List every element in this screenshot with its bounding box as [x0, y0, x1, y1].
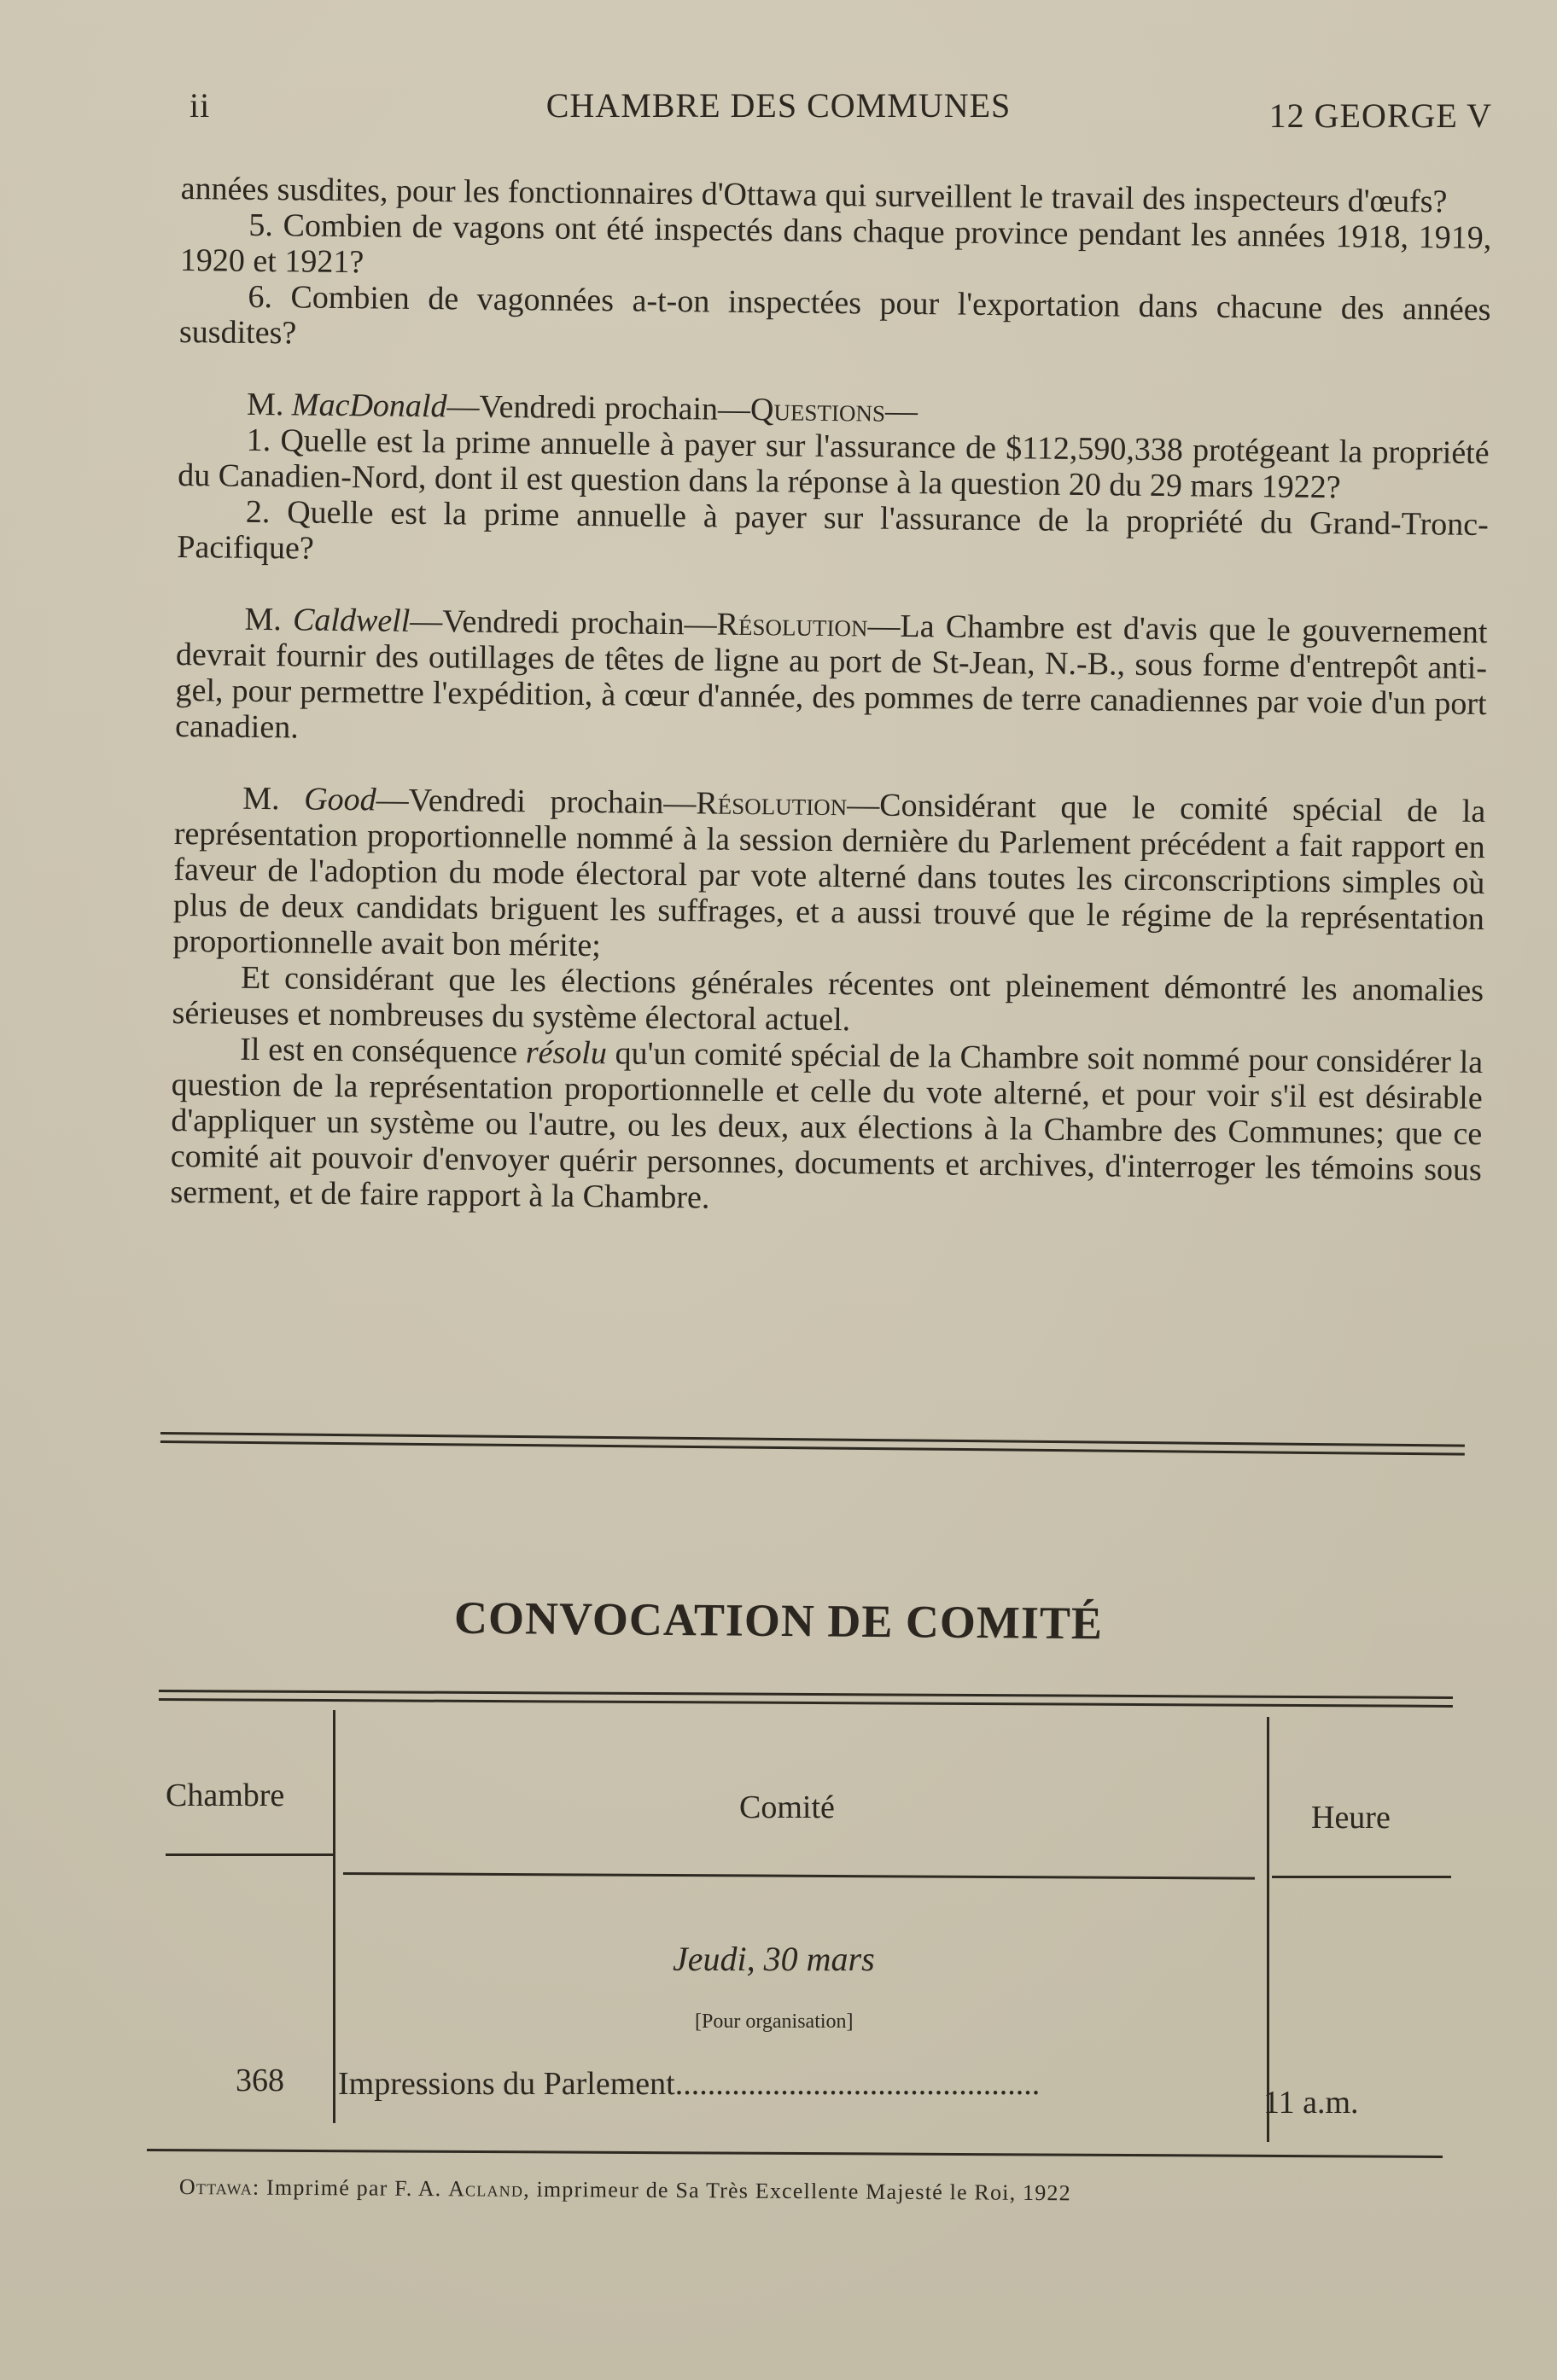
column-header-comite: Comité — [739, 1789, 835, 1825]
meeting-time: 11 a.m. — [1263, 2085, 1359, 2121]
page-number: ii — [190, 86, 211, 125]
running-title: CHAMBRE DES COMMUNES — [545, 86, 1012, 125]
question-6: 6. Combien de vagonnées a-t-on inspectées pour l'exportation dans chacune des années susdites? — [178, 278, 1491, 352]
column-divider — [333, 1710, 335, 2123]
member-prefix: M. — [246, 386, 293, 423]
section-heading: CONVOCATION DE COMITÉ — [453, 1592, 1104, 1650]
reign-label: 12 GEORGE V — [1268, 96, 1492, 135]
header-underline — [1272, 1876, 1451, 1878]
text-run: qu'un comité spécial de la Chambre soit nommé pour considérer la question de la représentation proportionnelle et celle du vote alterné, et pour voir s'il est désirable d'appliquer un système ou l'autre, ou les deux, aux élections à la Chambre des Communes; que ce comité ait pouvoir d'envoyer quérir personnes, documents et archives, d'interroger les témoins sous serment, et de faire rapport à la Chambre. — [170, 1035, 1484, 1216]
imprint-text: , imprimeur de Sa Très Excellente Majesté le Roi, 1922 — [523, 2176, 1071, 2206]
notice-dash: — — [884, 393, 918, 430]
macdonald-question-2: 2. Quelle est la prime annuelle à payer sur l'assurance de la propriété du Grand-Tronc-Pacifique? — [177, 493, 1489, 567]
table-top-rule — [159, 1690, 1453, 1708]
committee-name: Impressions du Parlement............................................. — [338, 2066, 1041, 2102]
caldwell-notice — [175, 601, 1488, 758]
macdonald-question-1: 1. Quelle est la prime annuelle à payer sur l'assurance de $112,590,338 protégeant la propriété du Canadien-Nord, dont il est question dans la réponse à la question 20 du 29 mars 1922? — [178, 422, 1490, 506]
notice-date: —Vendredi prochain— — [446, 388, 751, 428]
double-rule — [160, 1432, 1465, 1456]
resolution-text: —La Chambre est d'avis que le gouvernement devrait fournir des outillages de têtes de ligne au port de St-Jean, N.-B., sous forme d'entrepôt anti-gel, pour permettre l'expédition, à cœur d'année, des pommes de terre canadiennes par voie d'un port canadien. — [174, 608, 1488, 746]
imprint-city: Ottawa — [178, 2174, 254, 2200]
column-header-heure: Heure — [1311, 1800, 1391, 1836]
notice-kind: Résolution — [716, 606, 868, 644]
imprint-printer: Acland — [448, 2176, 524, 2202]
good-paragraph-3 — [170, 1031, 1483, 1224]
column-header-chambre: Chambre — [166, 1778, 285, 1813]
member-name: Good — [304, 781, 376, 818]
meeting-note: [Pour organisation] — [695, 2010, 854, 2033]
notice-kind: Résolution — [696, 785, 848, 823]
resolu-word: résolu — [525, 1034, 608, 1072]
paragraph: années susdites, pour les fonctionnaires d'Ottawa qui surveillent le travail des inspecteurs d'œufs? — [180, 171, 1448, 220]
header-underline — [166, 1853, 333, 1856]
room-number: 368 — [236, 2063, 284, 2098]
member-name: MacDonald — [291, 387, 447, 425]
good-notice — [172, 780, 1485, 973]
printer-imprint — [179, 2174, 1071, 2206]
question-5: 5. Combien de vagons ont été inspectés dans chaque province pendant les années 1918, 1919, 1920 et 1921? — [179, 207, 1492, 281]
meeting-date: Jeudi, 30 mars — [673, 1940, 875, 1978]
member-prefix: M. — [242, 780, 305, 818]
text-run: Il est en conséquence — [240, 1031, 527, 1071]
resolution-text: —Considérant que le comité spécial de la représentation proportionnelle nommé à la session dernière du Parlement précédent a fait rapport en faveur de l'adoption du mode électoral par vote alterné dans toutes les circonscriptions simples où plus de deux candidats briguent les suffrages, et a aussi trouvé que le régime de la représentation proportionnelle avait bon mérite; — [172, 787, 1486, 964]
notice-date: —Vendredi prochain— — [410, 602, 717, 643]
notice-date: —Vendredi prochain— — [376, 782, 697, 822]
notice-body — [170, 171, 1492, 1224]
notice-kind: Questions — [749, 392, 886, 429]
column-divider — [1267, 1717, 1269, 2142]
header-underline — [343, 1872, 1255, 1880]
member-prefix: M. — [244, 601, 294, 638]
table-bottom-rule — [147, 2149, 1443, 2158]
good-paragraph-2: Et considérant que les élections générales récentes ont pleinement démontré les anomalies sérieuses et nombreuses du système électoral actuel. — [172, 959, 1484, 1039]
imprint-text: : Imprimé par F. A. — [252, 2174, 449, 2202]
member-name: Caldwell — [292, 602, 411, 639]
